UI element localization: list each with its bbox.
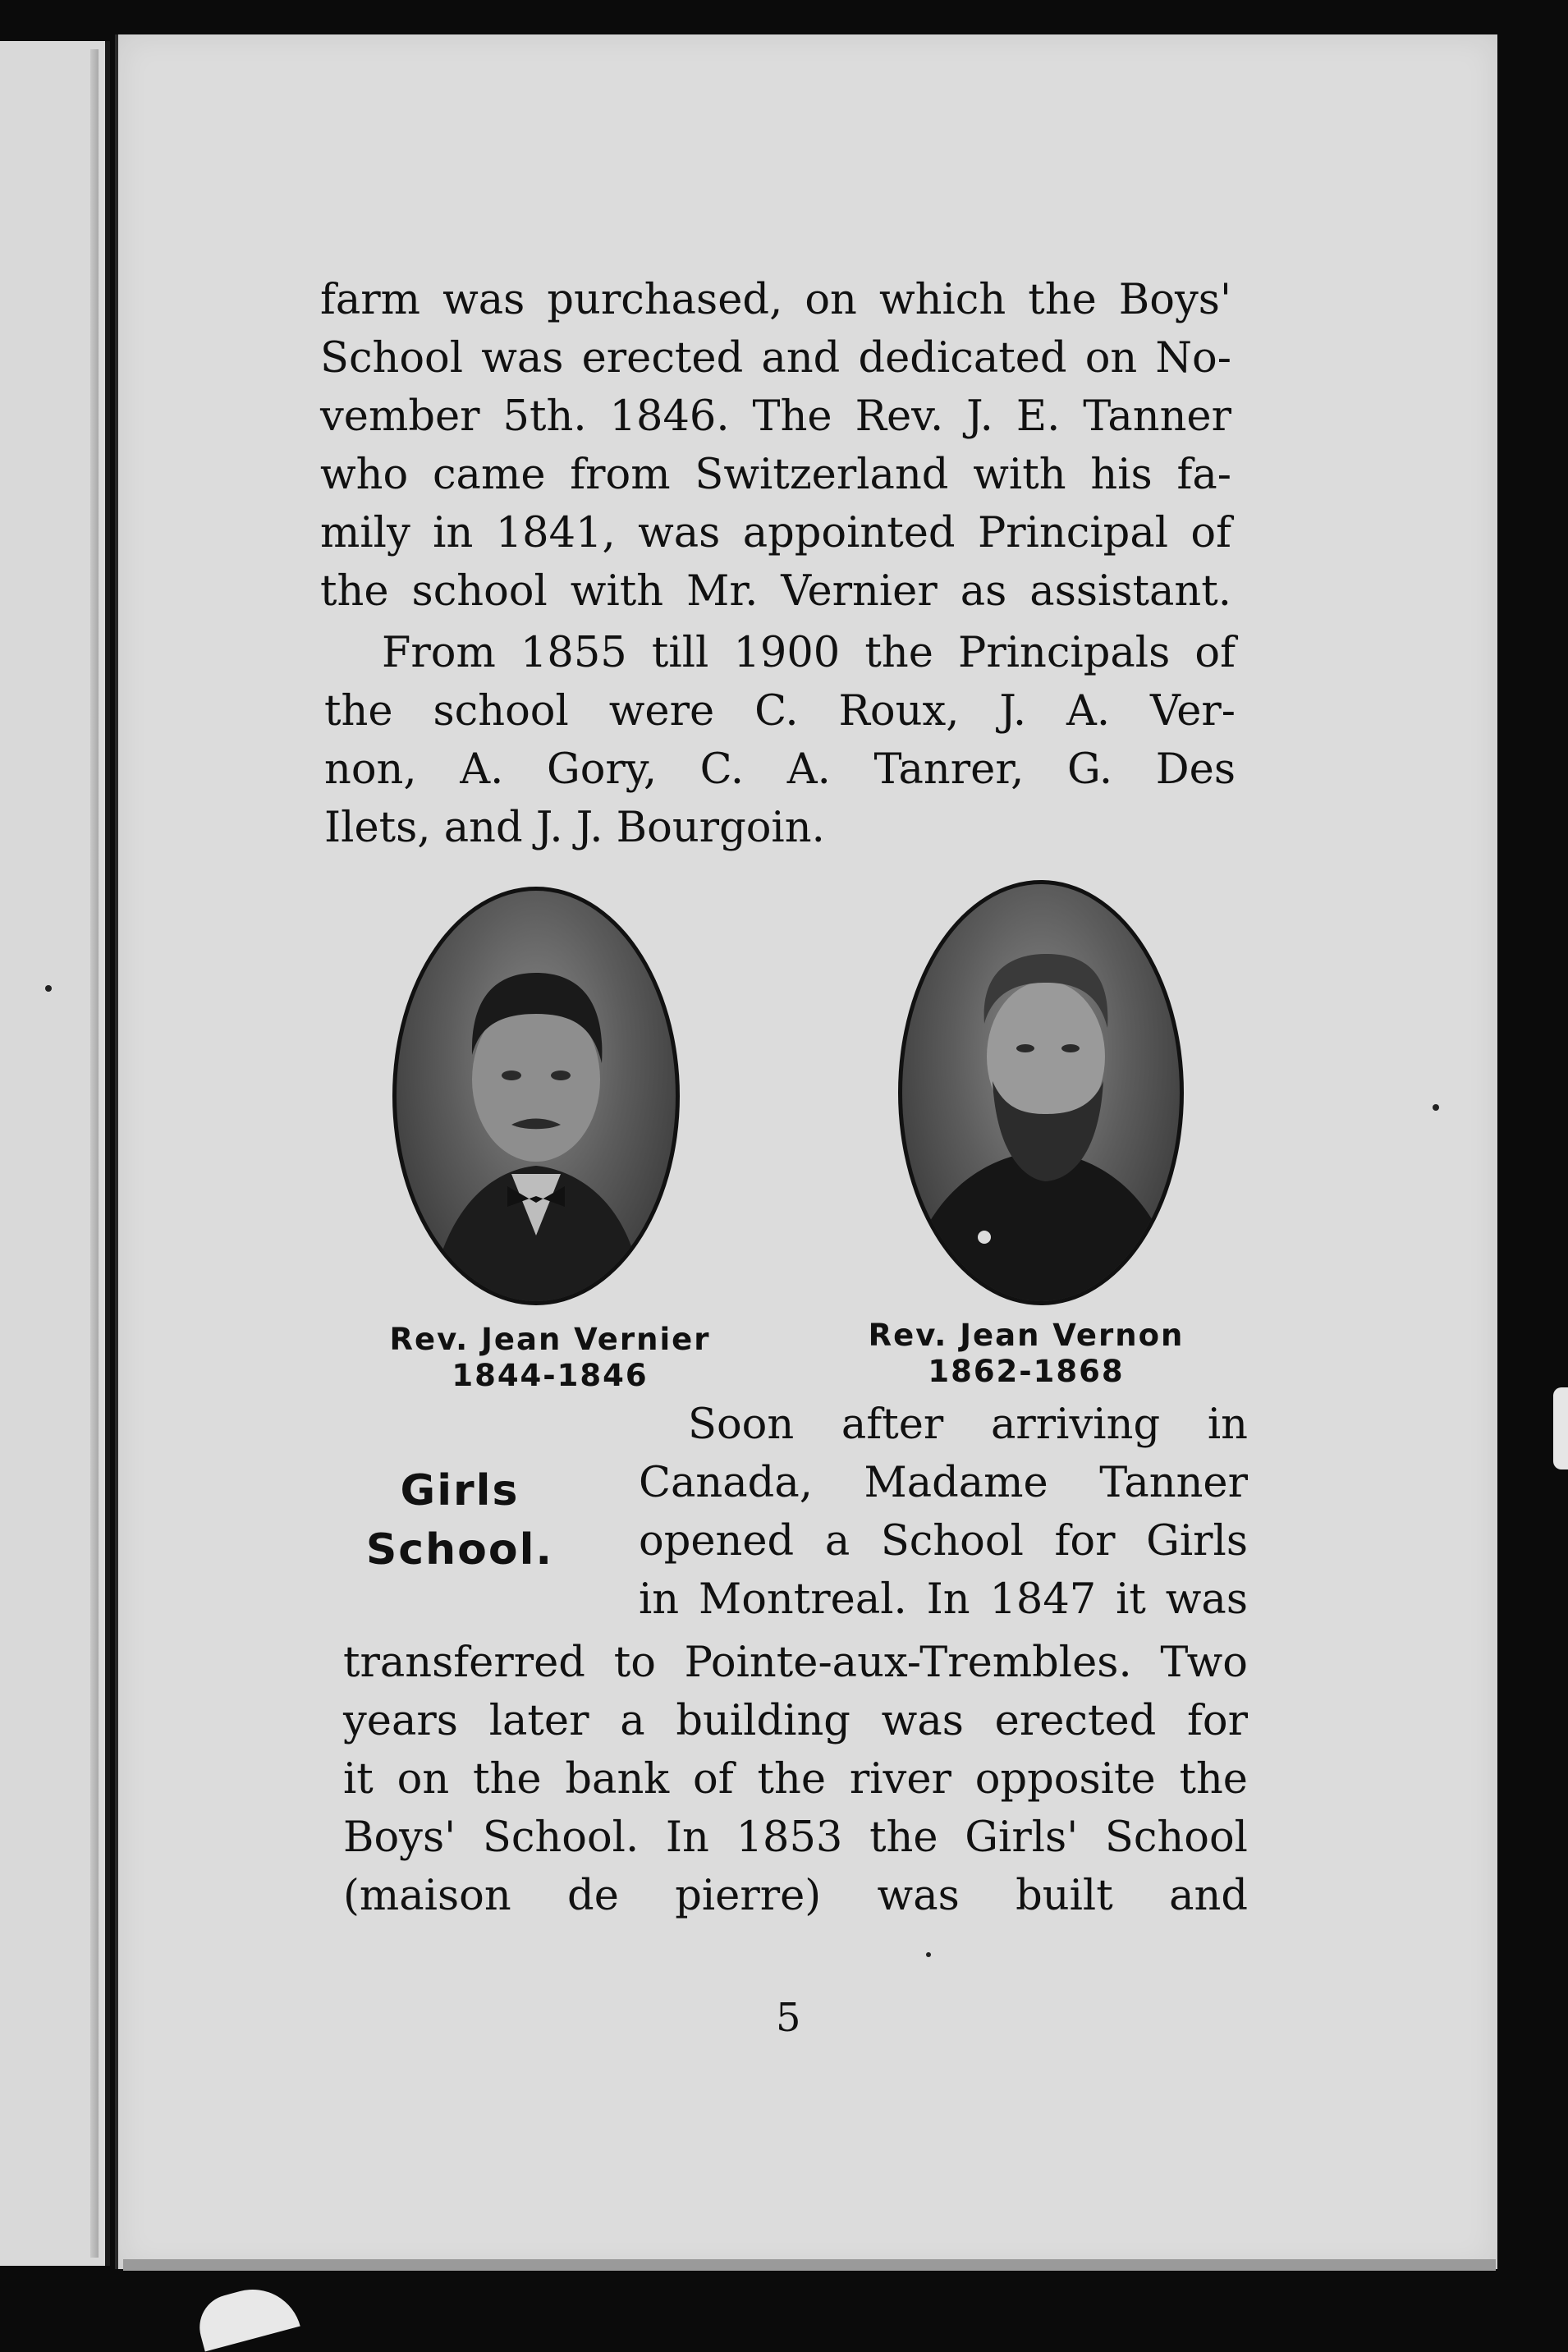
text-line: Canada, Madame Tanner xyxy=(639,1459,1248,1507)
text-line: the school were C. Roux, J. A. Ver- xyxy=(324,687,1236,736)
text-line: years later a building was erected for xyxy=(343,1697,1248,1745)
scan-speck xyxy=(45,985,52,992)
heading-line: Girls xyxy=(400,1466,520,1515)
section-heading-girls-school xyxy=(328,1461,591,1579)
text-line: the school with Mr. Vernier as assistant. xyxy=(320,567,1231,616)
scan-speck xyxy=(926,1952,931,1957)
text-line: who came from Switzerland with his fa- xyxy=(320,451,1231,499)
caption-vernon xyxy=(829,1318,1223,1390)
caption-years: 1844-1846 xyxy=(452,1358,649,1393)
text-line: in Montreal. In 1847 it was xyxy=(639,1575,1248,1624)
caption-name: Rev. Jean Vernon xyxy=(868,1318,1185,1353)
paragraph-3-narrow xyxy=(639,1396,1248,1629)
text-line: (maison de pierre) was built and xyxy=(343,1872,1248,1920)
text-line: vember 5th. 1846. The Rev. J. E. Tanner xyxy=(320,392,1231,441)
portrait-vernon-image xyxy=(902,884,1180,1301)
scan-speck xyxy=(1433,1104,1439,1111)
text-line: Soon after arriving in xyxy=(688,1401,1248,1449)
text-line: Boys' School. In 1853 the Girls' School xyxy=(343,1813,1248,1862)
scan-artifact xyxy=(1553,1387,1568,1469)
paragraph-1 xyxy=(320,271,1231,621)
text-line: transferred to Pointe-aux-Trembles. Two xyxy=(343,1639,1248,1687)
caption-name: Rev. Jean Vernier xyxy=(389,1322,711,1357)
portrait-vernier-image xyxy=(397,891,676,1301)
paragraph-3-full xyxy=(343,1634,1248,1925)
text-line: opened a School for Girls xyxy=(639,1517,1248,1566)
portrait-vernier xyxy=(392,887,680,1305)
text-line: farm was purchased, on which the Boys' xyxy=(320,276,1231,324)
text-line: it on the bank of the river opposite the xyxy=(343,1755,1248,1804)
page-bottom-edge xyxy=(123,2259,1496,2271)
text-line: non, A. Gory, C. A. Tanrer, G. Des xyxy=(324,745,1236,794)
text-line: mily in 1841, was appointed Principal of xyxy=(320,509,1231,557)
caption-vernier xyxy=(353,1322,747,1394)
portrait-vernon xyxy=(898,880,1184,1305)
text-line: School was erected and dedicated on No- xyxy=(320,334,1231,383)
heading-line: School. xyxy=(365,1525,554,1575)
scan-artifact xyxy=(192,2278,300,2351)
caption-years: 1862-1868 xyxy=(928,1354,1125,1389)
page-number: 5 xyxy=(776,1995,801,2041)
text-line: From 1855 till 1900 the Principals of xyxy=(382,629,1236,677)
text-line: Ilets, and J. J. Bourgoin. xyxy=(324,804,825,852)
left-page-edge xyxy=(90,49,99,2258)
paragraph-2 xyxy=(324,624,1236,857)
